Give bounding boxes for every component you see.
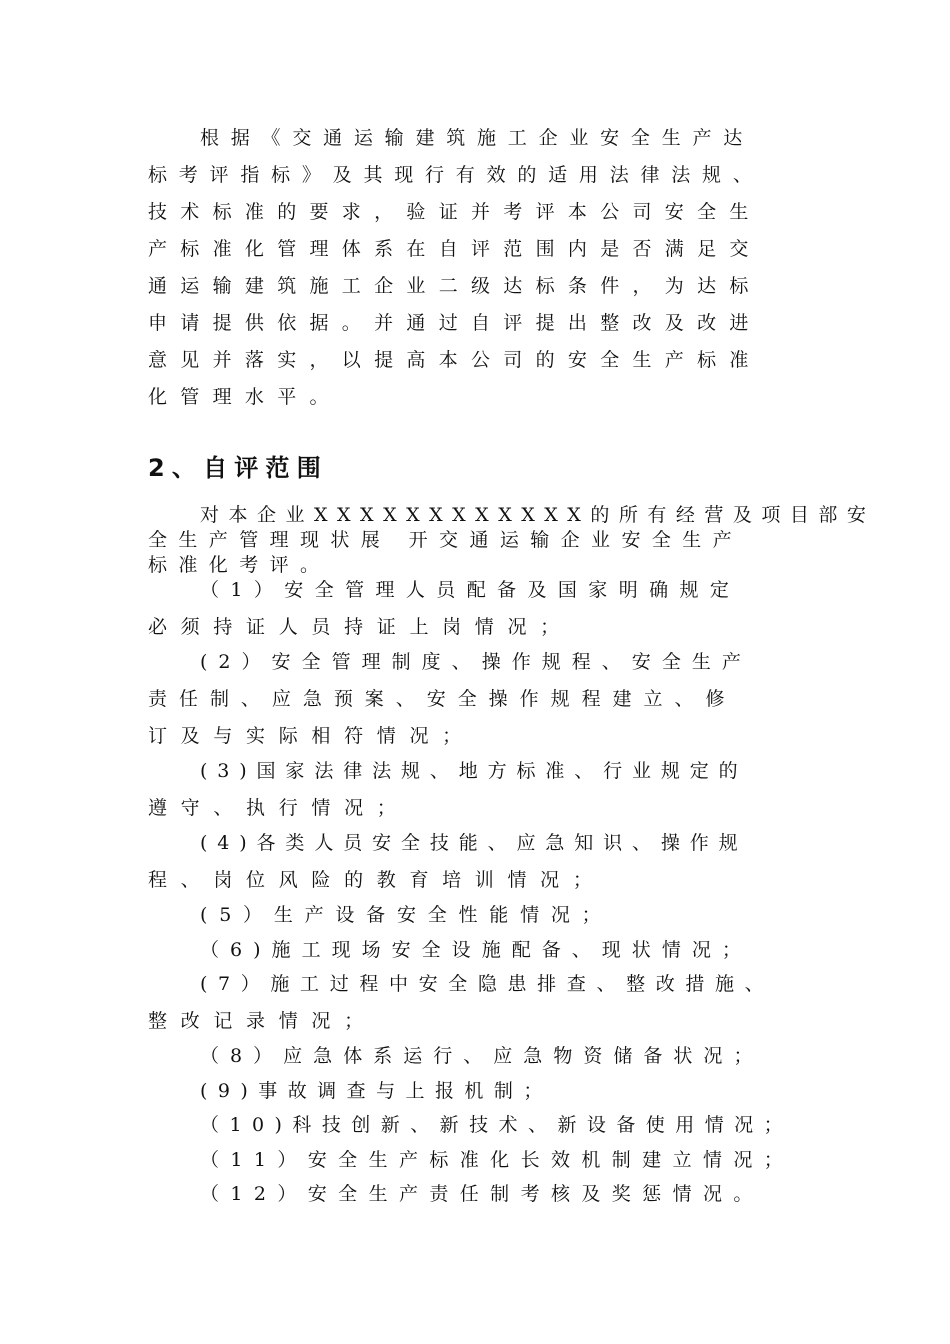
list-item: （6)施工现场安全设施配备、现状情况； [200,939,752,961]
list-item: (4)各类人员安全技能、应急知识、操作规 [200,832,748,854]
section-heading: 2、自评范围 [148,454,328,482]
list-item: (7）施工过程中安全隐患排查、整改措施、 [200,973,775,995]
intro-line: 化管理水平。 [148,386,342,408]
list-item: （11）安全生产标准化长效机制建立情况； [200,1149,795,1171]
list-item: 责任制、应急预案、安全操作规程建立、修 [148,688,737,710]
list-item: (3)国家法律法规、地方标准、行业规定的 [200,760,748,782]
lead-line: 全生产管理现状展 开交通运输企业安全生产 [148,529,744,551]
intro-line: 通运输建筑施工企业二级达标条件，为达标 [148,275,762,297]
list-item: 订及与实际相符情况； [148,725,475,747]
list-item: （10)科技创新、新技术、新设备使用情况； [200,1114,794,1136]
list-item: (5）生产设备安全性能情况； [200,904,613,926]
list-item: （12）安全生产责任制考核及奖惩情况。 [200,1183,764,1205]
lead-line: 对本企业XXXXXXXXXXXX的所有经营及项目部安 [200,504,876,526]
list-item: （8）应急体系运行、应急物资储备状况； [200,1045,764,1067]
intro-line: 标考评指标》及其现行有效的适用法律法规、 [148,164,764,186]
intro-line: 意见并落实，以提高本公司的安全生产标准 [148,349,762,371]
intro-line: 技术标准的要求，验证并考评本公司安全生 [148,201,762,223]
list-item: 遵守、执行情况； [148,797,410,819]
list-item: 必须持证人员持证上岗情况； [148,616,573,638]
list-item: (9)事故调查与上报机制； [200,1080,553,1102]
lead-line: 标准化考评。 [148,554,331,576]
list-item: （1）安全管理人员配备及国家明确规定 [200,579,741,601]
intro-line: 产标准化管理体系在自评范围内是否满足交 [148,238,762,260]
intro-line: 根据《交通运输建筑施工企业安全生产达 [200,127,755,149]
list-item: 整改记录情况； [148,1010,377,1032]
intro-line: 申请提供依据。并通过自评提出整改及改进 [148,312,762,334]
list-item: (2）安全管理制度、操作规程、安全生产 [200,651,752,673]
list-item: 程、岗位风险的教育培训情况； [148,869,606,891]
